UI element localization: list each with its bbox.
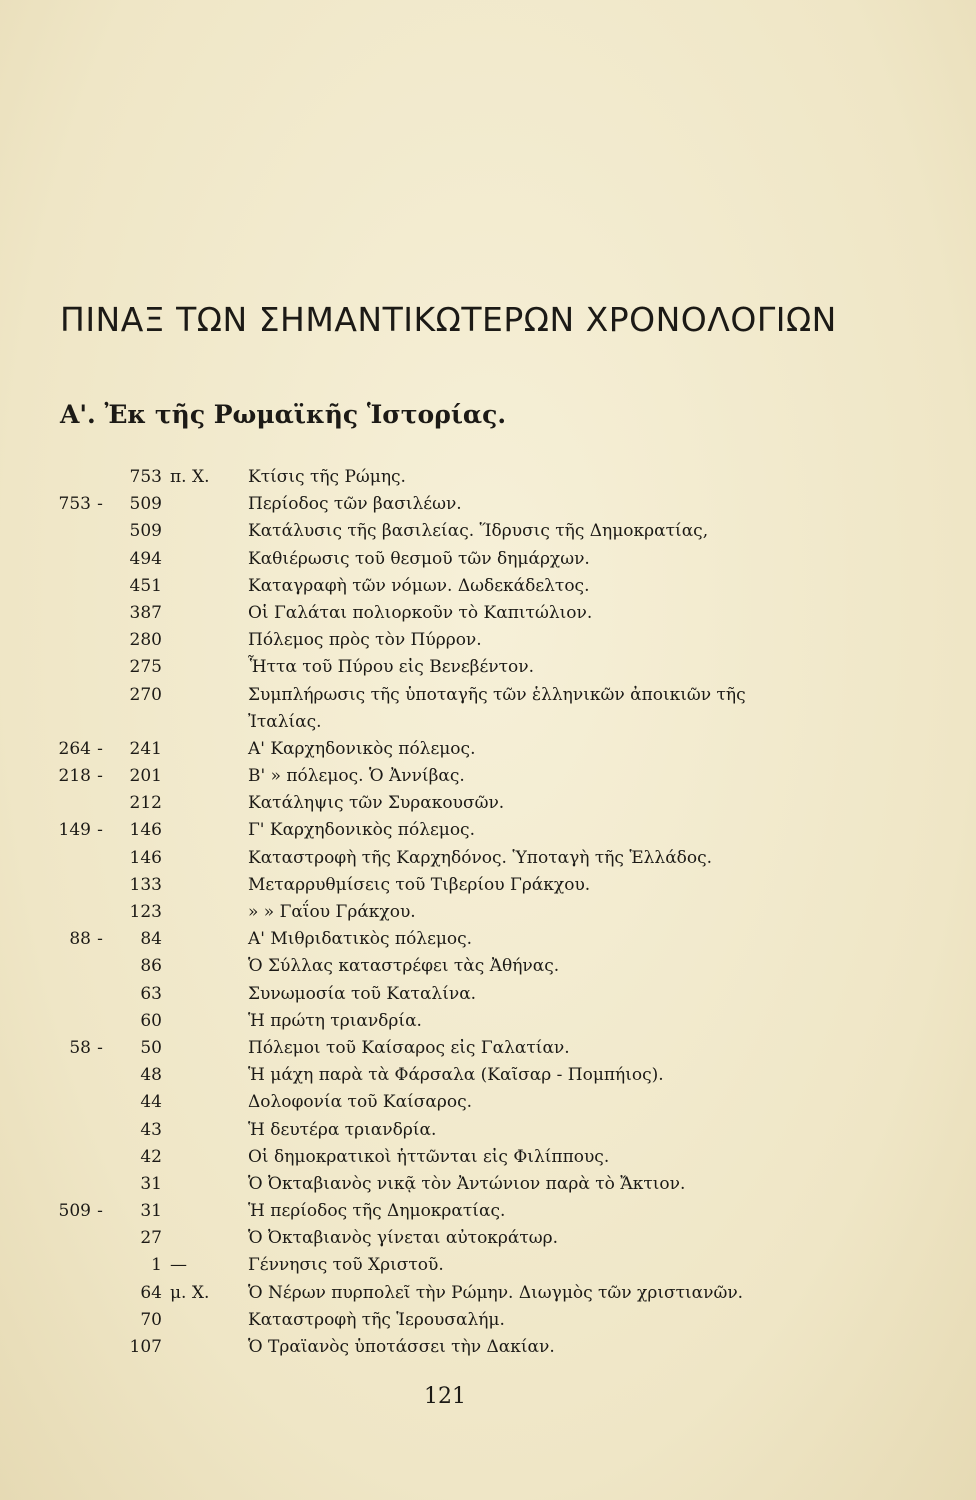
year-to: 451 (129, 575, 162, 596)
chronology-row (0, 682, 976, 709)
year-to: 1 (151, 1255, 162, 1276)
event-text: Μεταρρυθμίσεις τοῦ Τιβερίου Γράκχου. (248, 874, 591, 895)
year-to: 212 (129, 793, 162, 814)
section-heading: Α'. Ἐκ τῆς Ρωμαϊκῆς Ἱστορίας. (60, 400, 507, 429)
year-from: 509 (58, 1201, 91, 1222)
chronology-row (0, 1035, 976, 1062)
event-text: Ἡ δευτέρα τριανδρία. (248, 1119, 437, 1140)
chronology-row (0, 1171, 976, 1198)
event-text: Συμπλήρωσις τῆς ὑποταγῆς τῶν ἑλληνικῶν ἀποικιῶν τῆς (248, 684, 746, 705)
event-text: Γέννησις τοῦ Χριστοῦ. (248, 1255, 444, 1276)
range-separator: - (97, 494, 103, 515)
chronology-row (0, 1117, 976, 1144)
event-text: Καθιέρωσις τοῦ θεσμοῦ τῶν δημάρχων. (248, 548, 590, 569)
event-text: Γ' Καρχηδονικὸς πόλεμος. (248, 820, 475, 841)
chronology-row (0, 654, 976, 681)
chronology-row (0, 709, 976, 736)
year-to: 84 (140, 929, 162, 950)
year-to: 241 (129, 738, 162, 759)
chronology-row (0, 736, 976, 763)
chronology-row (0, 1089, 976, 1116)
year-to: 275 (129, 657, 162, 678)
chronology-row (0, 790, 976, 817)
era-marker: — (170, 1255, 187, 1276)
chronology-row (0, 953, 976, 980)
event-text: Ἧττα τοῦ Πύρου εἰς Βενεβέντον. (248, 657, 534, 678)
chronology-row (0, 546, 976, 573)
range-separator: - (97, 738, 103, 759)
year-from: 149 (58, 820, 91, 841)
era-marker: π. Χ. (170, 467, 210, 487)
chronology-row (0, 926, 976, 953)
event-text: Κτίσις τῆς Ρώμης. (248, 467, 406, 487)
year-to: 509 (129, 494, 162, 515)
year-to: 70 (140, 1309, 162, 1330)
chronology-row (0, 1144, 976, 1171)
event-text: Καταστροφὴ τῆς Καρχηδόνος. Ὑποταγὴ τῆς Ἑλλάδος. (248, 847, 713, 868)
year-to: 123 (129, 902, 162, 922)
year-to: 146 (129, 820, 162, 841)
chronology-row (0, 573, 976, 600)
year-to: 48 (140, 1065, 162, 1086)
chronology-row (0, 899, 976, 926)
event-text: Συνωμοσία τοῦ Καταλίνα. (248, 983, 477, 1004)
chronology-row (0, 1008, 976, 1035)
event-text: Δολοφονία τοῦ Καίσαρος. (248, 1092, 473, 1113)
year-to: 86 (140, 956, 162, 977)
year-from: 218 (58, 766, 91, 787)
event-text: Καταγραφὴ τῶν νόμων. Δωδεκάδελτος. (248, 575, 590, 596)
chronology-row (0, 600, 976, 627)
year-to: 270 (129, 684, 162, 705)
event-text: Ἡ μάχη παρὰ τὰ Φάρσαλα (Καῖσαρ - Πομπήιος). (248, 1065, 664, 1086)
year-to: 42 (140, 1146, 162, 1167)
event-text: Α' Καρχηδονικὸς πόλεμος. (248, 738, 476, 759)
event-text: Α' Μιθριδατικὸς πόλεμος. (248, 929, 473, 950)
range-separator: - (97, 1037, 103, 1058)
event-text: Ἡ πρώτη τριανδρία. (248, 1010, 422, 1031)
year-to: 280 (129, 630, 162, 651)
chronology-row (0, 763, 976, 790)
year-to: 44 (140, 1092, 162, 1113)
page-number: 121 (424, 1384, 466, 1409)
range-separator: - (97, 766, 103, 787)
event-text: Κατάλυσις τῆς βασιλείας. Ἵδρυσις τῆς Δημοκρατίας, (248, 521, 709, 542)
year-to: 201 (129, 766, 162, 787)
year-to: 31 (140, 1173, 162, 1194)
year-from: 264 (58, 738, 91, 759)
event-text: Ὁ Σύλλας καταστρέφει τὰς Ἀθήνας. (248, 956, 560, 977)
year-to: 64 (140, 1282, 162, 1303)
event-text: Οἱ Γαλάται πολιορκοῦν τὸ Καπιτώλιον. (248, 602, 593, 623)
event-text: Καταστροφὴ τῆς Ἱερουσαλήμ. (248, 1309, 505, 1330)
event-text: Πόλεμοι τοῦ Καίσαρος εἰς Γαλατίαν. (248, 1037, 570, 1058)
event-text: Κατάληψις τῶν Συρακουσῶν. (248, 793, 505, 814)
event-text: Β' » πόλεμος. Ὁ Ἀννίβας. (248, 766, 465, 787)
year-from: 58 (69, 1037, 91, 1058)
event-text: Ἰταλίας. (248, 711, 322, 732)
chronology-row (0, 817, 976, 844)
year-to: 387 (129, 602, 162, 623)
range-separator: - (97, 820, 103, 841)
chronology-row (0, 627, 976, 654)
year-to: 50 (140, 1037, 162, 1058)
year-to: 494 (129, 548, 162, 569)
event-text: Ὁ Νέρων πυρπολεῖ τὴν Ρώμην. Διωγμὸς τῶν χριστιανῶν. (248, 1282, 744, 1303)
chronology-row (0, 845, 976, 872)
era-marker: μ. Χ. (170, 1282, 210, 1303)
chronology-row (0, 1062, 976, 1089)
chronology-row (0, 1225, 976, 1252)
year-to: 31 (140, 1201, 162, 1222)
chronology-table (0, 464, 976, 1361)
event-text: Ὁ Τραϊανὸς ὑποτάσσει τὴν Δακίαν. (248, 1337, 555, 1357)
event-text: Πόλεμος πρὸς τὸν Πύρρον. (248, 630, 482, 651)
year-to: 133 (129, 874, 162, 895)
chronology-row (0, 1334, 976, 1361)
year-to: 43 (140, 1119, 162, 1140)
chronology-row (0, 1307, 976, 1334)
year-to: 753 (129, 467, 162, 487)
range-separator: - (97, 1201, 103, 1222)
year-to: 63 (140, 983, 162, 1004)
event-text: » » Γαΐου Γράκχου. (248, 902, 416, 922)
year-to: 60 (140, 1010, 162, 1031)
event-text: Περίοδος τῶν βασιλέων. (248, 494, 462, 515)
year-to: 107 (129, 1337, 162, 1357)
chronology-row (0, 491, 976, 518)
year-from: 88 (69, 929, 91, 950)
chronology-row (0, 1252, 976, 1279)
chronology-row (0, 981, 976, 1008)
range-separator: - (97, 929, 103, 950)
year-to: 509 (129, 521, 162, 542)
event-text: Οἱ δημοκρατικοὶ ἡττῶνται εἰς Φιλίππους. (248, 1146, 610, 1167)
page-title: ΠΙΝΑΞ ΤΩΝ ΣΗΜΑΝΤΙΚΩΤΕΡΩΝ ΧΡΟΝΟΛΟΓΙΩΝ (60, 300, 837, 339)
chronology-row (0, 1198, 976, 1225)
event-text: Ὁ Ὀκταβιανὸς νικᾷ τὸν Ἀντώνιον παρὰ τὸ Ἄκτιον. (248, 1173, 686, 1194)
event-text: Ὁ Ὀκταβιανὸς γίνεται αὐτοκράτωρ. (248, 1228, 559, 1249)
year-to: 27 (140, 1228, 162, 1249)
year-from: 753 (58, 494, 91, 515)
year-to: 146 (129, 847, 162, 868)
chronology-row (0, 464, 976, 491)
chronology-row (0, 1280, 976, 1307)
event-text: Ἡ περίοδος τῆς Δημοκρατίας. (248, 1201, 506, 1222)
chronology-row (0, 872, 976, 899)
chronology-row (0, 518, 976, 545)
